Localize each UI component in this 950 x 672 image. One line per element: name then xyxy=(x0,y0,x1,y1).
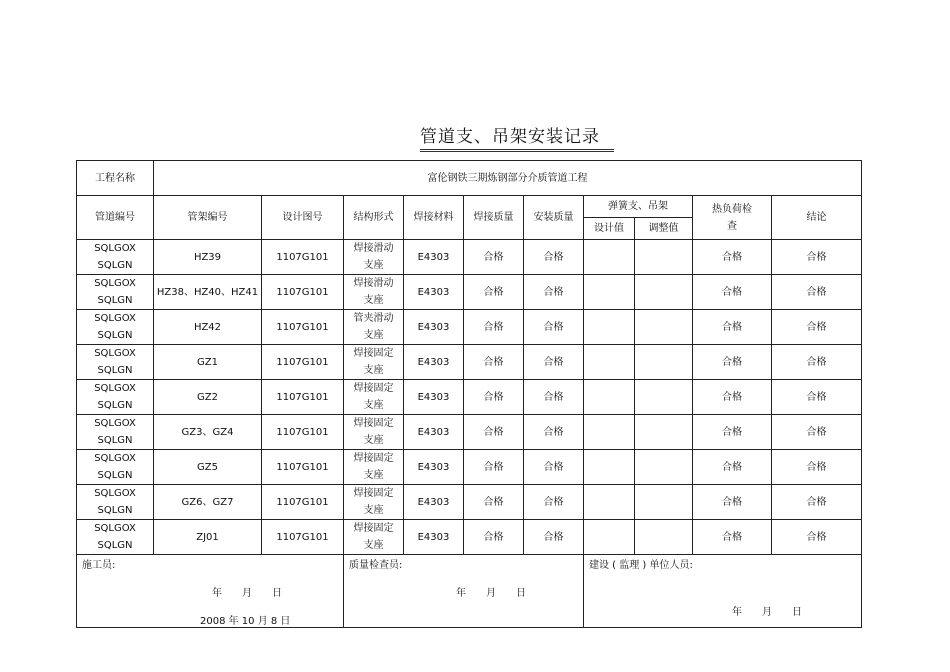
heat-load-cell: 合格 xyxy=(693,275,772,310)
pipe-no-cell xyxy=(77,485,154,520)
weld-material-cell: E4303 xyxy=(404,380,464,415)
header-heat-load xyxy=(693,196,772,240)
weld-material-cell: E4303 xyxy=(404,345,464,380)
weld-quality-cell: 合格 xyxy=(464,275,524,310)
design-value-cell xyxy=(584,310,635,345)
structure-line1: 焊接固定 xyxy=(353,418,394,429)
design-value-cell xyxy=(584,380,635,415)
structure-cell xyxy=(344,275,404,310)
signature-row xyxy=(77,555,862,628)
design-value-cell xyxy=(584,485,635,520)
weld-quality-cell: 合格 xyxy=(464,485,524,520)
support-no-cell: HZ39 xyxy=(154,240,262,275)
weld-quality-cell: 合格 xyxy=(464,380,524,415)
table-row xyxy=(77,520,862,555)
weld-material-cell: E4303 xyxy=(404,485,464,520)
pipe-no-line2: SQLGN xyxy=(97,295,133,306)
structure-line1: 焊接固定 xyxy=(353,488,394,499)
pipe-no-line1: SQLGOX xyxy=(94,523,136,534)
pipe-no-line2: SQLGN xyxy=(97,330,133,341)
install-quality-cell: 合格 xyxy=(524,485,584,520)
owner-signature-cell xyxy=(584,555,862,628)
weld-material-cell: E4303 xyxy=(404,275,464,310)
pipe-no-line2: SQLGN xyxy=(97,260,133,271)
qc-date-line: 年 月 日 xyxy=(456,588,526,599)
heat-load-cell: 合格 xyxy=(693,310,772,345)
structure-line2: 支座 xyxy=(363,505,384,516)
structure-line2: 支座 xyxy=(363,365,384,376)
structure-line1: 焊接固定 xyxy=(353,348,394,359)
header-spring-group: 弹簧支、吊架 xyxy=(584,196,693,218)
structure-line2: 支座 xyxy=(363,400,384,411)
conclusion-cell: 合格 xyxy=(772,240,862,275)
pipe-no-cell xyxy=(77,240,154,275)
drawing-no-cell: 1107G101 xyxy=(262,520,344,555)
pipe-no-line1: SQLGOX xyxy=(94,453,136,464)
header-install-quality: 安装质量 xyxy=(524,196,584,240)
structure-line2: 支座 xyxy=(363,260,384,271)
pipe-no-cell xyxy=(77,380,154,415)
weld-quality-cell: 合格 xyxy=(464,415,524,450)
header-support-no: 管架编号 xyxy=(154,196,262,240)
install-quality-cell: 合格 xyxy=(524,345,584,380)
header-adjust-value: 调整值 xyxy=(635,218,693,240)
header-drawing-no: 设计图号 xyxy=(262,196,344,240)
pipe-no-line2: SQLGN xyxy=(97,435,133,446)
footer-date: 2008 年 10 月 8 日 xyxy=(200,616,291,627)
table-row xyxy=(77,450,862,485)
support-no-cell: GZ5 xyxy=(154,450,262,485)
install-quality-cell: 合格 xyxy=(524,275,584,310)
header-weld-quality: 焊接质量 xyxy=(464,196,524,240)
adjust-value-cell xyxy=(635,380,693,415)
pipe-no-line1: SQLGOX xyxy=(94,348,136,359)
weld-material-cell: E4303 xyxy=(404,450,464,485)
structure-line2: 支座 xyxy=(363,540,384,551)
pipe-no-line1: SQLGOX xyxy=(94,278,136,289)
drawing-no-cell: 1107G101 xyxy=(262,345,344,380)
table-row xyxy=(77,275,862,310)
pipe-no-line2: SQLGN xyxy=(97,400,133,411)
pipe-no-line1: SQLGOX xyxy=(94,243,136,254)
table-row xyxy=(77,345,862,380)
design-value-cell xyxy=(584,275,635,310)
structure-cell xyxy=(344,345,404,380)
structure-cell xyxy=(344,310,404,345)
heat-load-cell: 合格 xyxy=(693,485,772,520)
structure-line2: 支座 xyxy=(363,295,384,306)
design-value-cell xyxy=(584,345,635,380)
install-quality-cell: 合格 xyxy=(524,415,584,450)
conclusion-cell: 合格 xyxy=(772,485,862,520)
structure-cell xyxy=(344,240,404,275)
heat-load-cell: 合格 xyxy=(693,380,772,415)
design-value-cell xyxy=(584,520,635,555)
conclusion-cell: 合格 xyxy=(772,275,862,310)
drawing-no-cell: 1107G101 xyxy=(262,275,344,310)
structure-line1: 焊接滑动 xyxy=(353,243,394,254)
weld-material-cell: E4303 xyxy=(404,240,464,275)
header-structure: 结构形式 xyxy=(344,196,404,240)
pipe-no-cell xyxy=(77,415,154,450)
support-no-cell: HZ42 xyxy=(154,310,262,345)
structure-cell xyxy=(344,415,404,450)
structure-line2: 支座 xyxy=(363,470,384,481)
weld-material-cell: E4303 xyxy=(404,310,464,345)
pipe-no-line1: SQLGOX xyxy=(94,383,136,394)
table-row xyxy=(77,240,862,275)
drawing-no-cell: 1107G101 xyxy=(262,240,344,275)
structure-cell xyxy=(344,485,404,520)
support-no-cell: GZ2 xyxy=(154,380,262,415)
header-pipe-no: 管道编号 xyxy=(77,196,154,240)
drawing-no-cell: 1107G101 xyxy=(262,450,344,485)
structure-cell xyxy=(344,450,404,485)
install-quality-cell: 合格 xyxy=(524,520,584,555)
heat-load-cell: 合格 xyxy=(693,415,772,450)
qc-signature-cell xyxy=(344,555,584,628)
install-quality-cell: 合格 xyxy=(524,380,584,415)
weld-quality-cell: 合格 xyxy=(464,310,524,345)
drawing-no-cell: 1107G101 xyxy=(262,310,344,345)
pipe-no-cell xyxy=(77,450,154,485)
pipe-no-line2: SQLGN xyxy=(97,505,133,516)
header-design-value: 设计值 xyxy=(584,218,635,240)
conclusion-cell: 合格 xyxy=(772,450,862,485)
conclusion-cell: 合格 xyxy=(772,345,862,380)
header-conclusion: 结论 xyxy=(772,196,862,240)
header-heat-load-line2: 查 xyxy=(727,220,737,232)
structure-line2: 支座 xyxy=(363,435,384,446)
table-row xyxy=(77,380,862,415)
drawing-no-cell: 1107G101 xyxy=(262,415,344,450)
header-weld-material: 焊接材料 xyxy=(404,196,464,240)
heat-load-cell: 合格 xyxy=(693,240,772,275)
pipe-no-line1: SQLGOX xyxy=(94,418,136,429)
qc-label: 质量检查员: xyxy=(349,560,403,571)
structure-cell xyxy=(344,380,404,415)
table-row xyxy=(77,310,862,345)
design-value-cell xyxy=(584,240,635,275)
weld-material-cell: E4303 xyxy=(404,415,464,450)
weld-quality-cell: 合格 xyxy=(464,520,524,555)
weld-material-cell: E4303 xyxy=(404,520,464,555)
installation-record-table xyxy=(76,160,862,628)
install-quality-cell: 合格 xyxy=(524,450,584,485)
install-quality-cell: 合格 xyxy=(524,240,584,275)
project-name-value: 富伦钢铁三期炼钢部分介质管道工程 xyxy=(154,161,862,196)
pipe-no-cell xyxy=(77,520,154,555)
owner-label: 建设 ( 监理 ) 单位人员: xyxy=(589,560,693,571)
structure-line2: 支座 xyxy=(363,330,384,341)
adjust-value-cell xyxy=(635,310,693,345)
adjust-value-cell xyxy=(635,485,693,520)
weld-quality-cell: 合格 xyxy=(464,240,524,275)
structure-line1: 焊接固定 xyxy=(353,523,394,534)
drawing-no-cell: 1107G101 xyxy=(262,485,344,520)
pipe-no-cell xyxy=(77,310,154,345)
project-name-label: 工程名称 xyxy=(77,161,154,196)
install-quality-cell: 合格 xyxy=(524,310,584,345)
structure-line1: 焊接固定 xyxy=(353,383,394,394)
heat-load-cell: 合格 xyxy=(693,520,772,555)
pipe-no-line1: SQLGOX xyxy=(94,313,136,324)
table-row xyxy=(77,415,862,450)
design-value-cell xyxy=(584,450,635,485)
support-no-cell: GZ3、GZ4 xyxy=(154,415,262,450)
adjust-value-cell xyxy=(635,450,693,485)
construction-date-line: 年 月 日 xyxy=(212,588,282,599)
adjust-value-cell xyxy=(635,240,693,275)
conclusion-cell: 合格 xyxy=(772,520,862,555)
pipe-no-line2: SQLGN xyxy=(97,470,133,481)
document-title: 管道支、吊架安装记录 xyxy=(420,122,614,152)
support-no-cell: HZ38、HZ40、HZ41 xyxy=(154,275,262,310)
pipe-no-line2: SQLGN xyxy=(97,540,133,551)
design-value-cell xyxy=(584,415,635,450)
pipe-no-cell xyxy=(77,345,154,380)
structure-line1: 焊接滑动 xyxy=(353,278,394,289)
weld-quality-cell: 合格 xyxy=(464,345,524,380)
adjust-value-cell xyxy=(635,345,693,380)
adjust-value-cell xyxy=(635,415,693,450)
support-no-cell: ZJ01 xyxy=(154,520,262,555)
conclusion-cell: 合格 xyxy=(772,415,862,450)
support-no-cell: GZ6、GZ7 xyxy=(154,485,262,520)
structure-cell xyxy=(344,520,404,555)
structure-line1: 管夹滑动 xyxy=(353,313,394,324)
conclusion-cell: 合格 xyxy=(772,380,862,415)
pipe-no-cell xyxy=(77,275,154,310)
weld-quality-cell: 合格 xyxy=(464,450,524,485)
adjust-value-cell xyxy=(635,275,693,310)
header-heat-load-line1: 热负荷检 xyxy=(712,203,752,215)
heat-load-cell: 合格 xyxy=(693,450,772,485)
construction-label: 施工员: xyxy=(82,560,116,571)
conclusion-cell: 合格 xyxy=(772,310,862,345)
owner-date-line: 年 月 日 xyxy=(732,607,802,618)
drawing-no-cell: 1107G101 xyxy=(262,380,344,415)
pipe-no-line1: SQLGOX xyxy=(94,488,136,499)
adjust-value-cell xyxy=(635,520,693,555)
structure-line1: 焊接固定 xyxy=(353,453,394,464)
pipe-no-line2: SQLGN xyxy=(97,365,133,376)
heat-load-cell: 合格 xyxy=(693,345,772,380)
table-row xyxy=(77,485,862,520)
support-no-cell: GZ1 xyxy=(154,345,262,380)
